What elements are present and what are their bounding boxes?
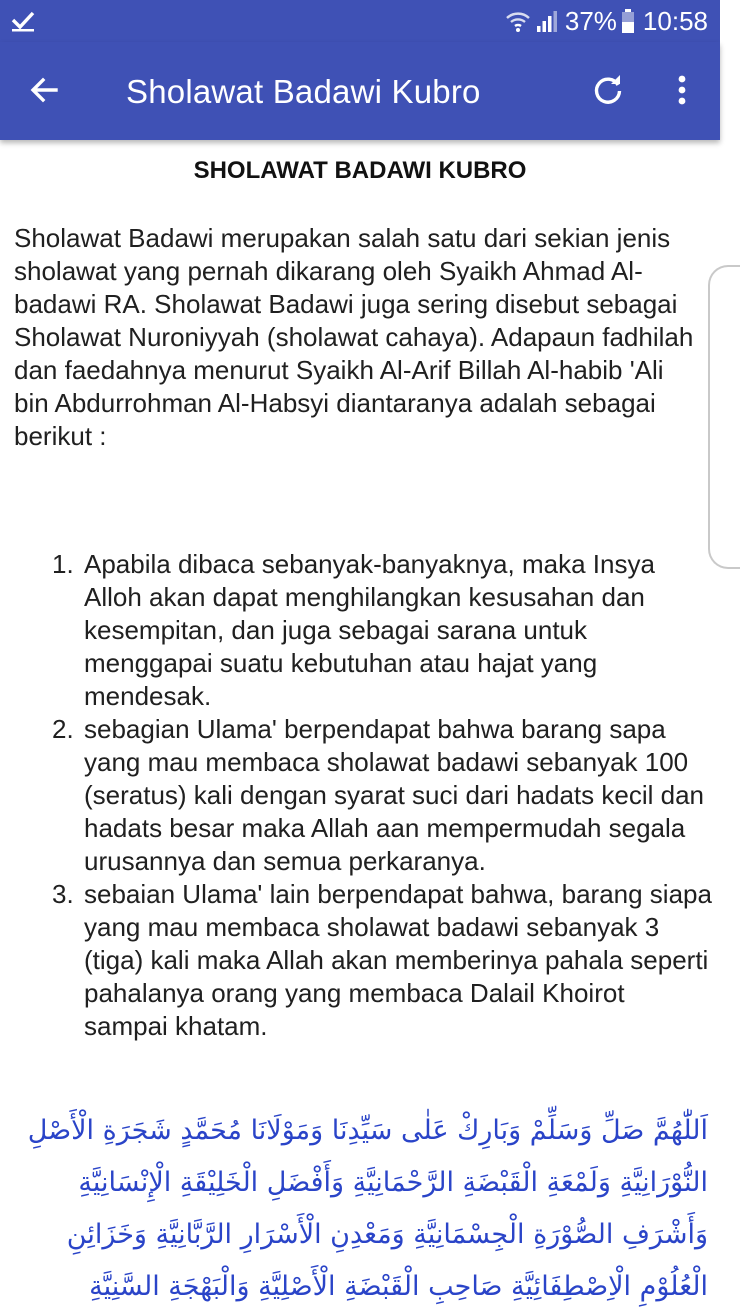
status-icons [505,6,708,36]
refresh-icon[interactable] [586,68,630,112]
benefit-list [52,548,712,1043]
cell-signal-icon [535,8,559,34]
list-text: sebaian Ulama' lain berpendapat bahwa, barang siapa yang mau membaca sholawat badawi sebanyak 3 (tiga) kali maka Allah akan memberinya pahala seperti pahalanya orang yang membaca Dalail Khoirot sampai khatam. [84,879,712,1041]
battery-percent: 37% [564,6,617,36]
app-title: Sholawat Badawi Kubro [126,73,481,110]
list-item [52,878,712,1043]
arabic-line: وَأَشْرَفِ الصُّوْرَةِ الْجِسْمَانِيَّةِ وَمَعْدِنِ الْأَسْرَارِ الرَّبَّانِيَّةِ وَخَزَائِنِ [66,1219,708,1250]
intro-paragraph: Sholawat Badawi merupakan salah satu dari sekian jenis sholawat yang pernah dikarang oleh Syaikh Ahmad Al-badawi RA. Sholawat Badawi juga sering disebut sebagai Sholawat Nuroniyyah (sholawat cahaya). Adapaun fadhilah dan faedahnya menurut Syaikh Al-Arif Billah Al-habib 'Ali bin Abdurrohman Al-Habsyi diantaranya adalah sebagai berikut : [14,223,694,451]
list-number: 3. [52,879,74,909]
wifi-icon [505,8,531,34]
article-heading: SHOLAWAT BADAWI KUBRO [193,157,527,184]
arabic-line: الْعُلُوْمِ الْاِصْطِفَائِيَّةِ صَاحِبِ الْقَبْضَةِ الْأَصْلِيَّةِ وَالْبَهْجَةِ السَّنِيَّةِ [89,1271,708,1302]
article-content[interactable] [0,140,720,1302]
list-text: sebagian Ulama' berpendapat bahwa barang sapa yang mau membaca sholawat badawi sebanyak 100 (seratus) kali dengan syarat suci dari hadats kecil dan hadats besar maka Allah aan mempermudah segala urusannya dan semua perkaranya. [84,714,704,876]
list-item [52,548,712,713]
check-notification-icon [10,8,36,38]
clock: 10:58 [642,6,708,36]
arabic-line: النُّوْرَانِيَّةِ وَلَمْعَةِ الْقَبْضَةِ الرَّحْمَانِيَّةِ وَأَفْضَلِ الْخَلِيْقَةِ الْإِنْسَانِيَّةِ [78,1167,708,1198]
back-arrow-icon[interactable] [22,68,66,112]
list-number: 1. [52,549,74,579]
edge-panel-handle[interactable] [708,265,740,569]
list-number: 2. [52,714,74,744]
list-item [52,713,712,878]
list-text: Apabila dibaca sebanyak-banyaknya, maka Insya Alloh akan dapat menghilangkan kesusahan dan kesempitan, dan juga sebagai sarana untuk menggapai suatu kebutuhan atau hajat yang mendesak. [84,549,655,711]
more-vert-icon[interactable] [660,68,704,112]
app-bar [0,42,720,140]
status-bar [0,0,720,42]
arabic-sholawat-text [12,1105,708,1313]
battery-icon [621,8,635,34]
arabic-line: اَللّٰهُمَّ صَلِّ وَسَلِّمْ وَبَارِكْ عَلٰى سَيِّدِنَا وَمَوْلَانَا مُحَمَّدٍ شَجَرَةِ الْأَصْلِ [27,1115,708,1146]
